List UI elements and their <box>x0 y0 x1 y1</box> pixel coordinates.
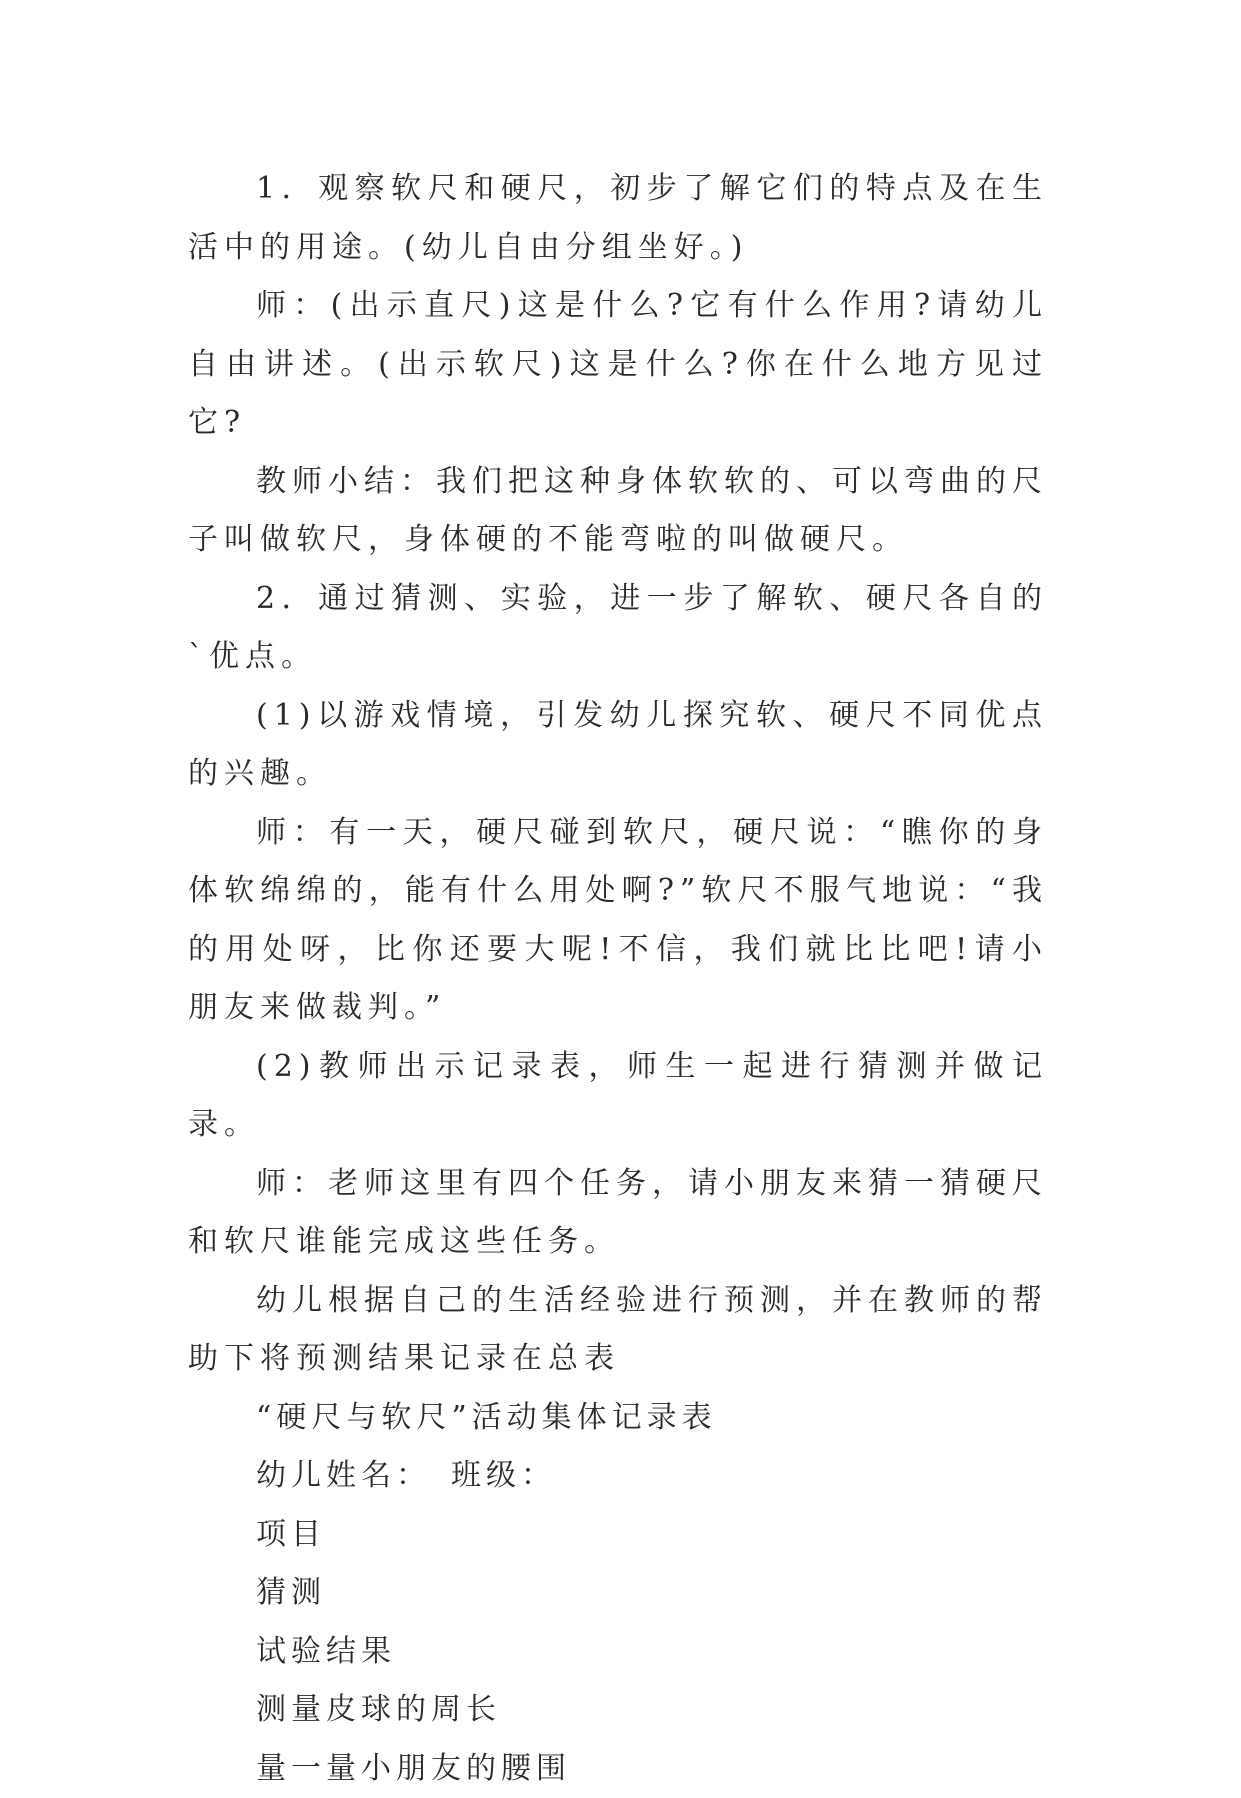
paragraph-children-predict: 幼儿根据自己的生活经验进行预测，并在教师的帮助下将预测结果记录在总表 <box>188 1272 1048 1389</box>
paragraph-four-tasks: 师：老师这里有四个任务，请小朋友来猜一猜硬尺和软尺谁能完成这些任务。 <box>188 1155 1048 1272</box>
record-item-ball: 测量皮球的周长 <box>188 1681 1048 1740</box>
record-item-project: 项目 <box>188 1506 1048 1565</box>
paragraph-game-scenario: (1)以游戏情境，引发幼儿探究软、硬尺不同优点的兴趣。 <box>188 687 1048 804</box>
record-item-guess: 猜测 <box>188 1564 1048 1623</box>
record-item-result: 试验结果 <box>188 1623 1048 1682</box>
paragraph-teacher-summary: 教师小结：我们把这种身体软软的、可以弯曲的尺子叫做软尺，身体硬的不能弯啦的叫做硬尺。 <box>188 453 1048 570</box>
record-name-class: 幼儿姓名： 班级： <box>188 1447 1048 1506</box>
record-item-waist: 量一量小朋友的腰围 <box>188 1740 1048 1798</box>
paragraph-observe-rulers: 1．观察软尺和硬尺，初步了解它们的特点及在生活中的用途。(幼儿自由分组坐好。) <box>188 160 1048 277</box>
paragraph-guess-experiment: 2．通过猜测、实验，进一步了解软、硬尺各自的`优点。 <box>188 570 1048 687</box>
paragraph-ruler-dialogue: 师：有一天，硬尺碰到软尺，硬尺说：“瞧你的身体软绵绵的，能有什么用处啊?”软尺不服气地说：“我的用处呀，比你还要大呢!不信，我们就比比吧!请小朋友来做裁判。” <box>188 804 1048 1038</box>
paragraph-record-table-intro: (2)教师出示记录表，师生一起进行猜测并做记录。 <box>188 1038 1048 1155</box>
paragraph-teacher-show-ruler: 师：(出示直尺)这是什么?它有什么作用?请幼儿自由讲述。(出示软尺)这是什么?你在什么地方见过它? <box>188 277 1048 453</box>
document-body <box>188 160 1048 1798</box>
record-table-title: “硬尺与软尺”活动集体记录表 <box>188 1389 1048 1448</box>
